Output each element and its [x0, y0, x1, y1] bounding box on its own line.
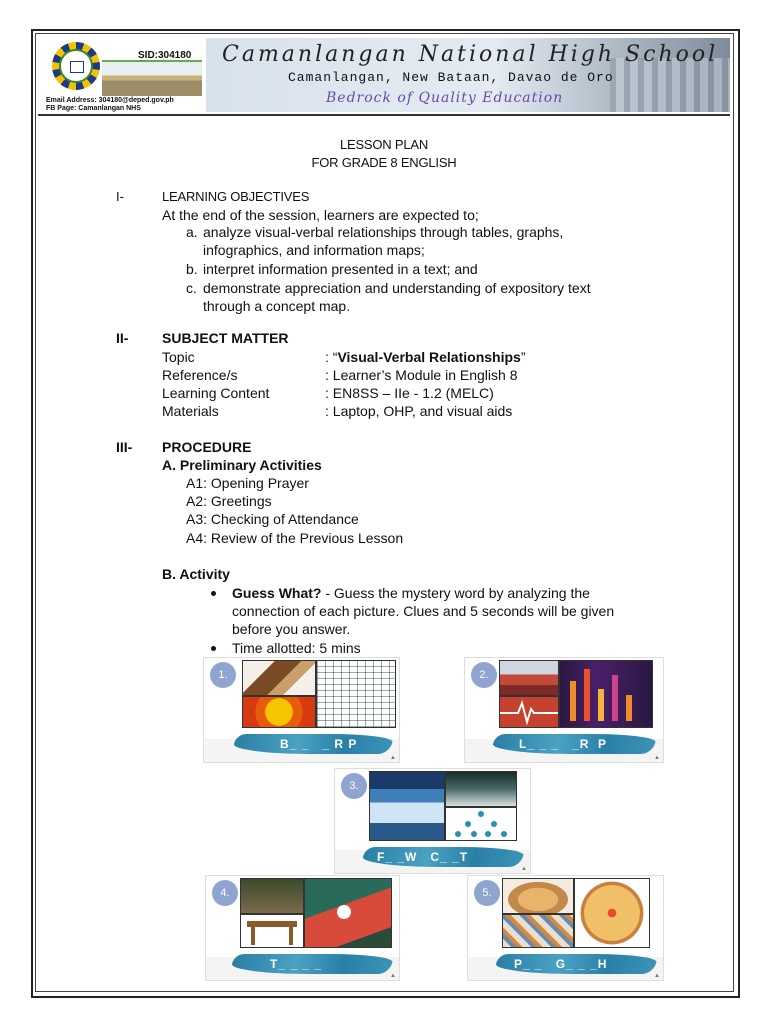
logo-panel [42, 38, 204, 112]
school-building-image [102, 60, 202, 96]
card-number-badge: 5. [474, 880, 500, 906]
subject-content-value: : EN8SS – IIe - 1.2 (MELC) [325, 385, 494, 401]
wooden-table-image [240, 914, 304, 948]
objective-c-label: c. [186, 280, 197, 296]
line-graph-image [559, 660, 653, 728]
card-number-badge: 3. [341, 773, 367, 799]
school-header [38, 36, 730, 116]
subject-materials-value: : Laptop, OHP, and visual aids [325, 403, 513, 419]
section-num-3: III- [116, 439, 133, 455]
resize-corner-icon: ▲ [390, 973, 396, 979]
subject-reference-value: : Learner’s Module in English 8 [325, 367, 518, 383]
doc-title-line1: LESSON PLAN [339, 137, 429, 152]
pizza-image [574, 878, 650, 948]
bullet-icon [211, 646, 216, 651]
river-flow-image [445, 771, 517, 807]
school-banner [206, 38, 730, 112]
subject-materials-key: Materials [162, 403, 219, 419]
section-heading-procedure: PROCEDURE [162, 439, 252, 455]
contact-info [46, 97, 174, 113]
puzzle-card-3 [334, 768, 531, 874]
activity-bullet1-line1: Guess What? - Guess the mystery word by analyzing the [232, 585, 590, 601]
objective-a-line1: analyze visual-verbal relationships through tables, graphs, [203, 224, 564, 240]
subheading-activity: B. Activity [162, 566, 230, 582]
pie-slice-image [502, 878, 574, 914]
section-num-1: I- [116, 189, 124, 204]
subheading-preliminary: A. Preliminary Activities [162, 457, 322, 473]
preliminary-item: A2: Greetings [186, 493, 272, 509]
detergent-box-image [242, 696, 316, 728]
objective-a-label: a. [186, 224, 198, 240]
card-number-badge: 2. [471, 662, 497, 688]
puzzle-card-1 [203, 657, 400, 763]
subject-content-key: Learning Content [162, 385, 270, 401]
table-chart-image [316, 660, 396, 728]
objective-c-line1: demonstrate appreciation and understanding of expository text [203, 280, 591, 296]
section-heading-subject-matter: SUBJECT MATTER [162, 330, 289, 346]
puzzle-card-2 [464, 657, 664, 763]
card-number-badge: 1. [210, 662, 236, 688]
org-chart-image [445, 807, 517, 841]
clue-text: L_ _ _ _R P [519, 737, 608, 751]
heartbeat-line-image [499, 696, 559, 728]
school-tagline: Bedrock of Quality Education [326, 90, 564, 106]
preliminary-item: A3: Checking of Attendance [186, 511, 359, 527]
objectives-intro: At the end of the session, learners are expected to; [162, 207, 479, 223]
resize-corner-icon: ▲ [390, 755, 396, 761]
objective-b-line1: interpret information presented in a text; and [203, 261, 478, 277]
activity-bullet1-line3: before you answer. [232, 621, 351, 637]
puzzle-card-4 [205, 875, 400, 981]
ping-pong-image [304, 878, 392, 948]
doc-title-line2: FOR GRADE 8 ENGLISH [311, 155, 457, 170]
activity-bullet2: Time allotted: 5 mins [232, 640, 361, 656]
resize-corner-icon: ▲ [654, 755, 660, 761]
resize-corner-icon: ▲ [521, 866, 527, 872]
card-number-badge: 4. [212, 880, 238, 906]
school-name: Camanlangan National High School [222, 42, 719, 67]
subject-topic-key: Topic [162, 349, 195, 365]
fb-page: FB Page: Camanlangan NHS [46, 105, 141, 112]
section-heading-objectives: LEARNING OBJECTIVES [162, 189, 310, 204]
clue-text: P_ _ G_ _ _H [514, 957, 608, 971]
clue-text: B_ _ _ R P [280, 737, 358, 751]
waterfall-image [369, 771, 445, 841]
subject-reference-key: Reference/s [162, 367, 238, 383]
resize-corner-icon: ▲ [654, 973, 660, 979]
puzzle-card-5 [467, 875, 664, 981]
collage-image [502, 914, 574, 948]
school-address: Camanlangan, New Bataan, Davao de Oro [288, 70, 614, 85]
objective-b-label: b. [186, 261, 198, 277]
dining-room-image [240, 878, 304, 914]
chocolate-bar-image [242, 660, 316, 696]
objective-a-line2: infographics, and information maps; [203, 242, 425, 258]
preliminary-item: A1: Opening Prayer [186, 475, 309, 491]
email-address: Email Address: 304180@deped.gov.ph [46, 97, 174, 104]
clue-text: T_ _ _ _ [270, 957, 323, 971]
clue-text: F_ _W C_ _T [377, 850, 469, 864]
bullet-icon [211, 591, 216, 596]
track-race-image [499, 660, 559, 696]
school-id: SID:304180 [138, 50, 192, 61]
school-seal-icon [52, 42, 100, 90]
objective-c-line2: through a concept map. [203, 298, 351, 314]
preliminary-item: A4: Review of the Previous Lesson [186, 530, 404, 546]
subject-topic-value: : “Visual-Verbal Relationships” [325, 349, 526, 365]
section-num-2: II- [116, 330, 129, 346]
activity-bullet1-line2: connection of each picture. Clues and 5 seconds will be given [232, 603, 615, 619]
